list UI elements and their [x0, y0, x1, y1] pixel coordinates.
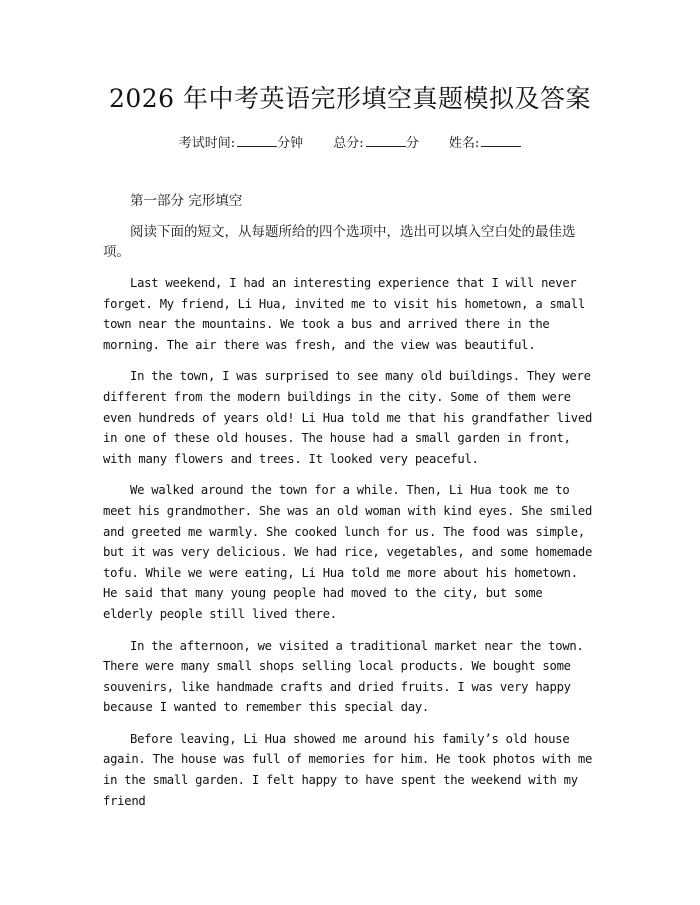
exam-info-line	[0, 134, 700, 154]
reading-passage	[103, 273, 593, 822]
passage-paragraph-4: In the afternoon, we visited a traditional market near the town. There were many small shops selling local products. We bought some souvenirs, like handmade crafts and dried fruits. I was very happy because I wanted to remember this special day.	[103, 638, 584, 715]
exam-time-unit: 分钟	[277, 136, 304, 151]
student-name-blank	[481, 134, 521, 147]
student-name-label: 姓名:	[448, 136, 480, 151]
passage-paragraph-2: In the town, I was surprised to see many old buildings. They were different from the modern buildings in the city. Some of them were even hundreds of years old! Li Hua told me that his grandfather lived in one of these old houses. The house had a small garden in front, with many flowers and trees. It looked very peaceful.	[103, 369, 593, 466]
total-score-label: 总分:	[333, 136, 364, 151]
total-score-blank	[366, 134, 406, 147]
page-title: 2026 年中考英语完形填空真题模拟及答案	[108, 84, 592, 113]
instructions-text: 阅读下面的短文，从每题所给的四个选项中，选出可以填入空白处的最佳选项。	[103, 224, 576, 260]
total-score-field	[333, 136, 423, 151]
passage-paragraph-3: We walked around the town for a while. Then, Li Hua took me to meet his grandmother. She was an old woman with kind eyes. She smiled and greeted me warmly. She cooked lunch for us. The food was simple, but it was very delicious. We had rice, vegetables, and some homemade tofu. While we were eating, Li Hua told me more about his hometown. He said that many young people had moved to the city, but some elderly people still lived there.	[103, 483, 593, 621]
section-heading: 第一部分 完形填空	[130, 193, 243, 209]
exam-time-label: 考试时间:	[178, 136, 236, 151]
student-name-field	[449, 136, 521, 151]
total-score-unit: 分	[405, 136, 419, 151]
passage-paragraph-5: Before leaving, Li Hua showed me around his family’s old house again. The house was full of memories for him. He took photos with me in the small garden. I felt happy to have spent the weekend with my friend	[103, 731, 593, 808]
passage-paragraph-1: Last weekend, I had an interesting experience that I will never forget. My friend, Li Hua, invited me to visit his hometown, a small town near the mountains. We took a bus and arrived there in the morning. The air there was fresh, and the view was beautiful.	[103, 276, 585, 352]
exam-time-blank	[237, 134, 277, 147]
exam-time-field	[179, 136, 308, 151]
